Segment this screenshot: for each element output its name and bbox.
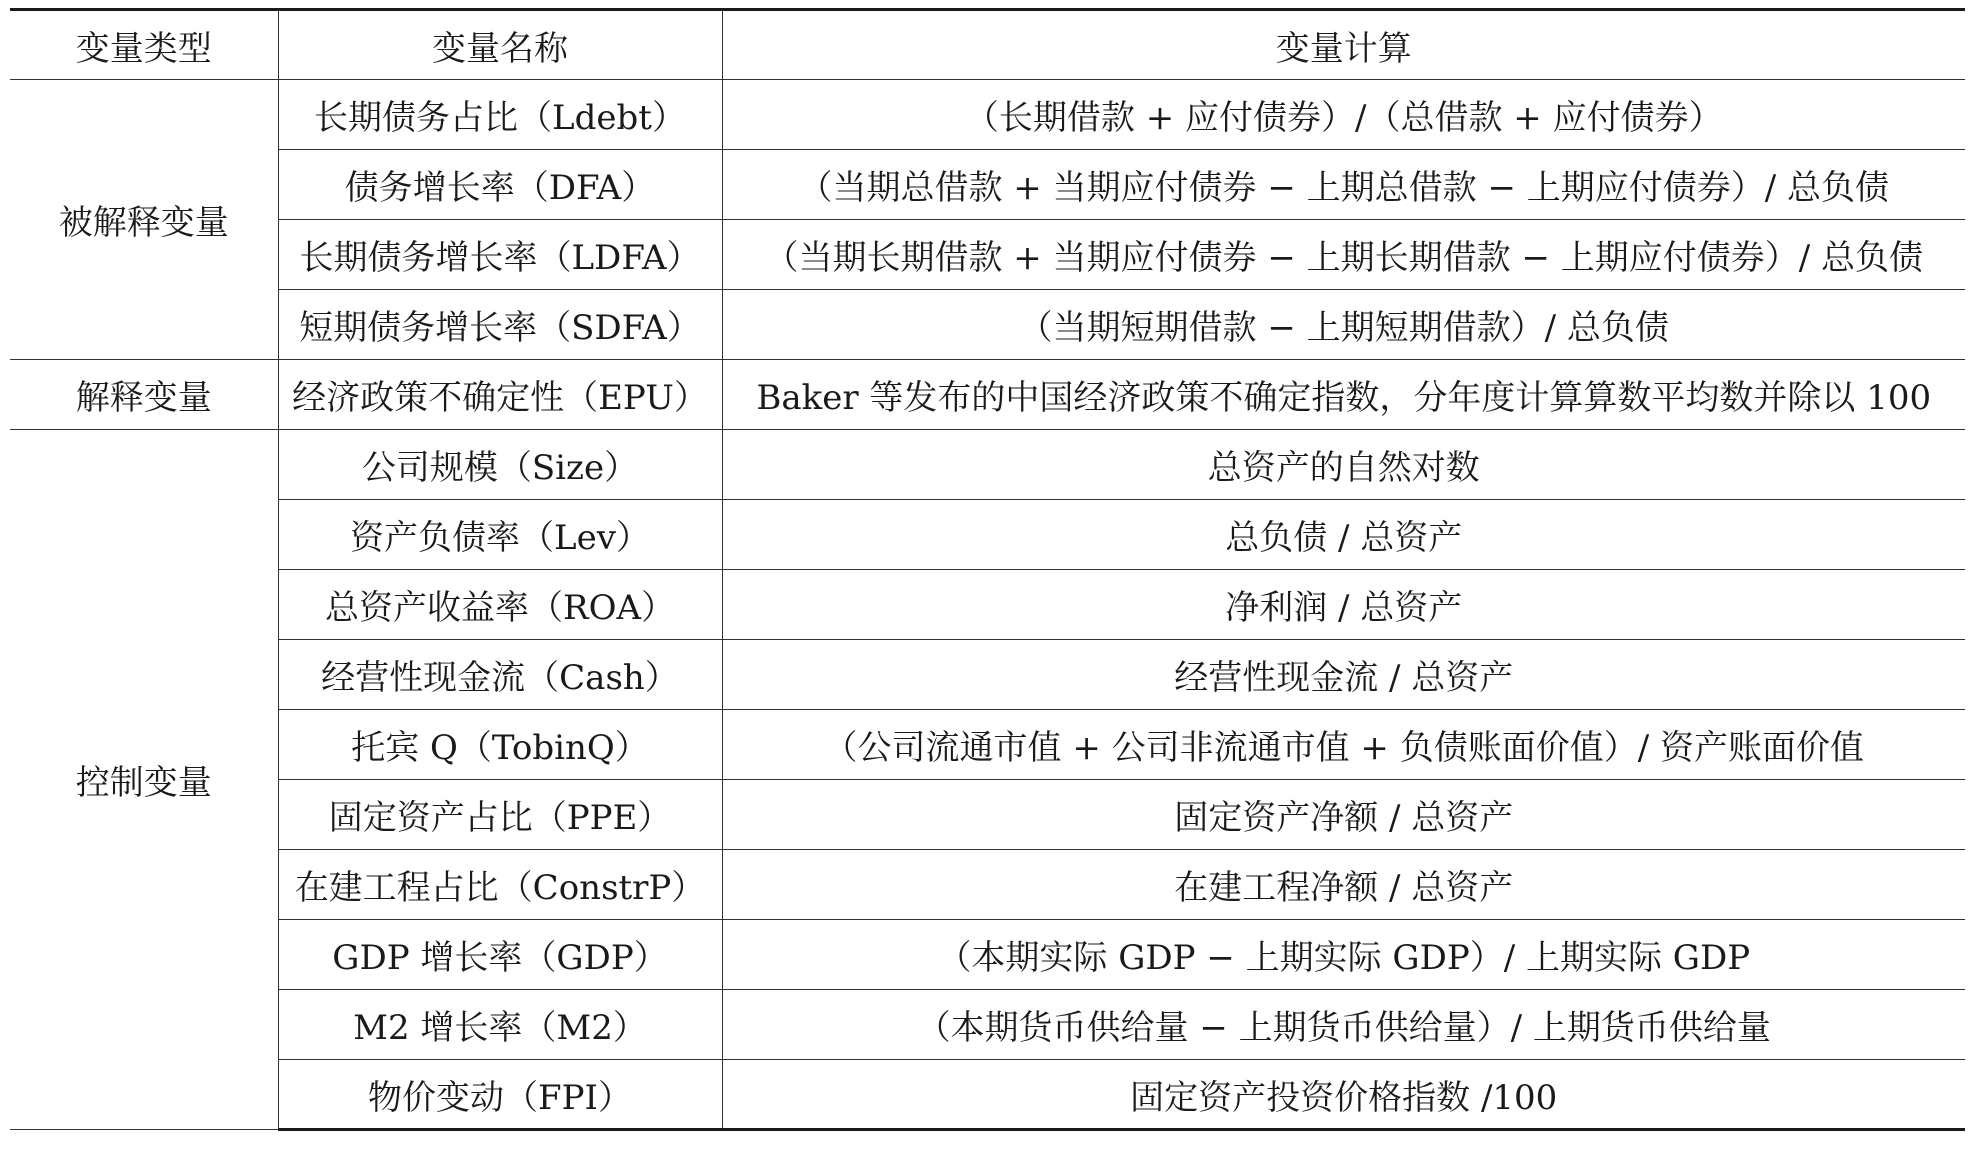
variable-name-cell: 长期债务占比（Ldebt） [278, 80, 722, 150]
table-row [10, 710, 1965, 780]
variable-name-cell: 物价变动（FPI） [278, 1060, 722, 1130]
table-row [10, 220, 1965, 290]
variable-definition-table [10, 8, 1965, 1131]
variable-name-cell: 长期债务增长率（LDFA） [278, 220, 722, 290]
variable-calculation-cell: （长期借款 + 应付债券）/（总借款 + 应付债券） [722, 80, 1965, 150]
variable-type-cell: 被解释变量 [10, 80, 278, 360]
variable-calculation-cell: 固定资产净额 / 总资产 [722, 780, 1965, 850]
variable-name-cell: 公司规模（Size） [278, 430, 722, 500]
header-variable-calculation: 变量计算 [722, 10, 1965, 80]
table-row [10, 150, 1965, 220]
table-row [10, 500, 1965, 570]
variable-name-cell: 在建工程占比（ConstrP） [278, 850, 722, 920]
table-row [10, 920, 1965, 990]
variable-calculation-cell: 经营性现金流 / 总资产 [722, 640, 1965, 710]
variable-name-cell: 托宾 Q（TobinQ） [278, 710, 722, 780]
table-row [10, 430, 1965, 500]
variable-name-cell: 经济政策不确定性（EPU） [278, 360, 722, 430]
variable-name-cell: 债务增长率（DFA） [278, 150, 722, 220]
variable-calculation-cell: （公司流通市值 + 公司非流通市值 + 负债账面价值）/ 资产账面价值 [722, 710, 1965, 780]
variable-calculation-cell: （本期货币供给量 − 上期货币供给量）/ 上期货币供给量 [722, 990, 1965, 1060]
variable-name-cell: 总资产收益率（ROA） [278, 570, 722, 640]
table-row [10, 640, 1965, 710]
variable-definition-table-container [10, 8, 1965, 1131]
variable-calculation-cell: （当期短期借款 − 上期短期借款）/ 总负债 [722, 290, 1965, 360]
variable-calculation-cell: （当期长期借款 + 当期应付债券 − 上期长期借款 − 上期应付债券）/ 总负债 [722, 220, 1965, 290]
variable-type-cell: 解释变量 [10, 360, 278, 430]
table-row [10, 1060, 1965, 1130]
table-row [10, 570, 1965, 640]
variable-calculation-cell: 净利润 / 总资产 [722, 570, 1965, 640]
variable-name-cell: 资产负债率（Lev） [278, 500, 722, 570]
variable-name-cell: 经营性现金流（Cash） [278, 640, 722, 710]
table-row [10, 990, 1965, 1060]
variable-name-cell: 固定资产占比（PPE） [278, 780, 722, 850]
table-header [10, 10, 1965, 80]
variable-calculation-cell: 总资产的自然对数 [722, 430, 1965, 500]
header-variable-type: 变量类型 [10, 10, 278, 80]
header-variable-name: 变量名称 [278, 10, 722, 80]
variable-calculation-cell: （本期实际 GDP − 上期实际 GDP）/ 上期实际 GDP [722, 920, 1965, 990]
variable-name-cell: GDP 增长率（GDP） [278, 920, 722, 990]
table-row [10, 290, 1965, 360]
table-row [10, 850, 1965, 920]
table-row [10, 780, 1965, 850]
table-body [10, 80, 1965, 1130]
variable-name-cell: 短期债务增长率（SDFA） [278, 290, 722, 360]
variable-type-cell: 控制变量 [10, 430, 278, 1130]
variable-calculation-cell: 总负债 / 总资产 [722, 500, 1965, 570]
variable-calculation-cell: Baker 等发布的中国经济政策不确定指数，分年度计算算数平均数并除以 100 [722, 360, 1965, 430]
table-row [10, 80, 1965, 150]
header-row [10, 10, 1965, 80]
table-row [10, 360, 1965, 430]
variable-calculation-cell: 在建工程净额 / 总资产 [722, 850, 1965, 920]
variable-calculation-cell: 固定资产投资价格指数 /100 [722, 1060, 1965, 1130]
variable-calculation-cell: （当期总借款 + 当期应付债券 − 上期总借款 − 上期应付债券）/ 总负债 [722, 150, 1965, 220]
variable-name-cell: M2 增长率（M2） [278, 990, 722, 1060]
